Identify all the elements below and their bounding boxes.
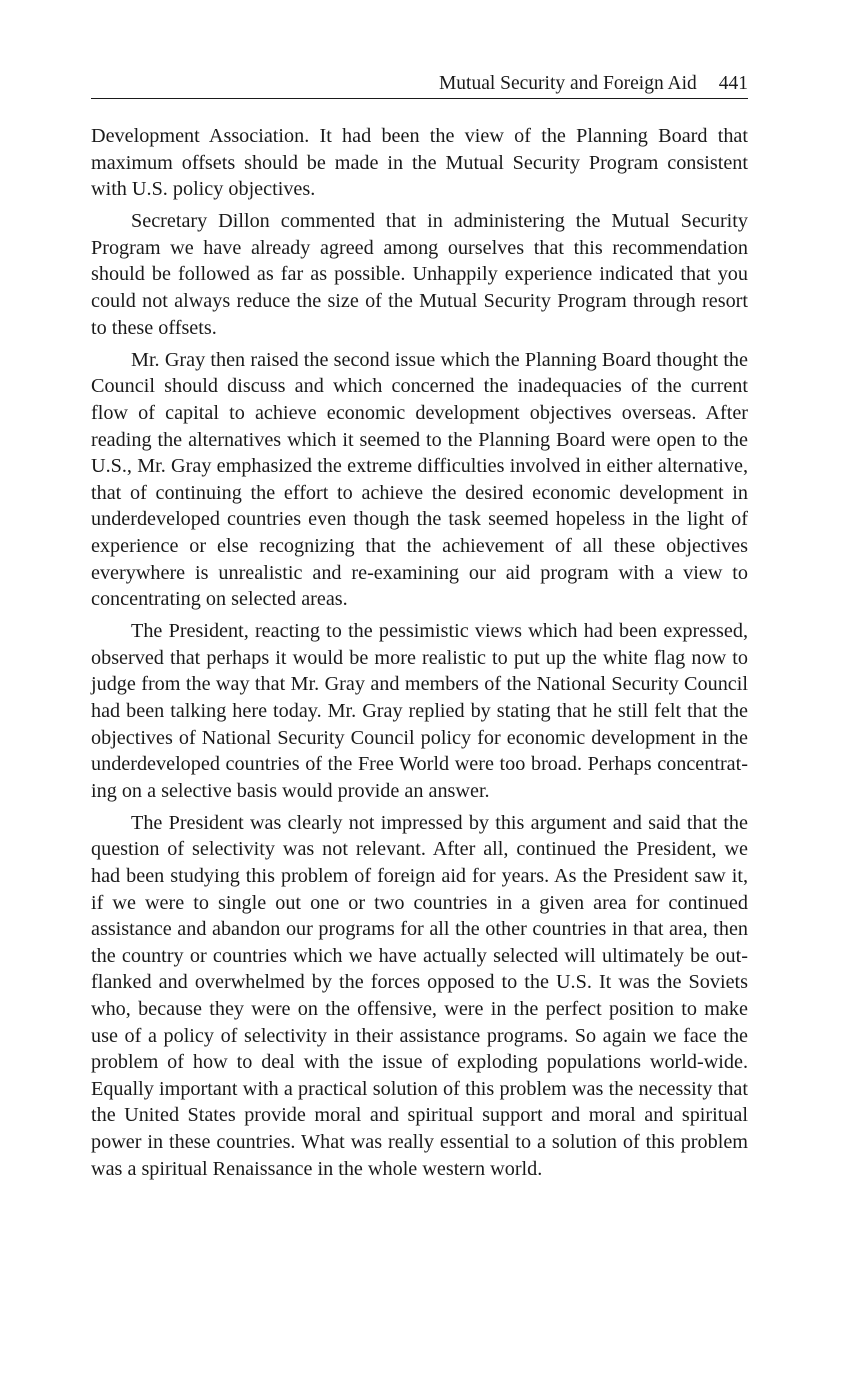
paragraph-2: Secretary Dillon commented that in administering the Mutual Security Program we have already agreed among ourselves that this recommendation should be followed as far as possible. Unhappily experience indicated that you could not always reduce the size of the Mutual Security Program through resort to these offsets. bbox=[91, 210, 748, 339]
running-title: Mutual Security and Foreign Aid bbox=[438, 73, 697, 94]
paragraph-3: Mr. Gray then raised the second issue which the Planning Board thought the Council should discuss and which concerned the inadequacies of the current flow of capital to achieve economic development objectives overseas. After reading the alternatives which it seemed to the Planning Board were open to the U.S., Mr. Gray emphasized the extreme difficulties involved in either alternative, that of continuing the effort to achieve the desired economic development in underdeveloped countries even though the task seemed hopeless in the light of experience or else recognizing that the achievement of all these objectives everywhere is unrealistic and re-examining our aid program with a view to concentrating on selected areas. bbox=[91, 348, 748, 611]
page-number: 441 bbox=[718, 73, 748, 94]
body-text bbox=[91, 123, 748, 1188]
paragraph-1: Development Association. It had been the view of the Planning Board that maximum offsets should be made in the Mutual Security Program consistent with U.S. policy objectives. bbox=[91, 125, 748, 201]
running-header bbox=[91, 72, 748, 99]
paragraph-5: The President was clearly not impressed by this argument and said that the question of selectivity was not relevant. After all, continued the President, we had been studying this problem of foreign aid for years. As the President saw it, if we were to single out one or two countries in a given area for continued assistance and abandon our programs for all the other countries in that area, then the country or countries which we have actually selected will ultimately be outflanked and overwhelmed by the forces opposed to the U.S. It was the Soviets who, because they were on the offensive, were in the perfect position to make use of a policy of selectivity in their assistance programs. So again we face the problem of how to deal with the issue of exploding populations world-wide. Equally important with a practical solution of this problem was the necessity that the United States provide moral and spiritual support and moral and spiritual power in these countries. What was really essential to a solution of this problem was a spiritual Renaissance in the whole western world. bbox=[91, 811, 748, 1180]
paragraph-4: The President, reacting to the pessimistic views which had been expressed, observed that perhaps it would be more realistic to put up the white flag now to judge from the way that Mr. Gray and members of the National Security Council had been talking here today. Mr. Gray replied by stating that he still felt that the objectives of National Security Council policy for economic development in the underdeveloped countries of the Free World were too broad. Perhaps concentrating on a selective basis would provide an answer. bbox=[91, 620, 748, 802]
